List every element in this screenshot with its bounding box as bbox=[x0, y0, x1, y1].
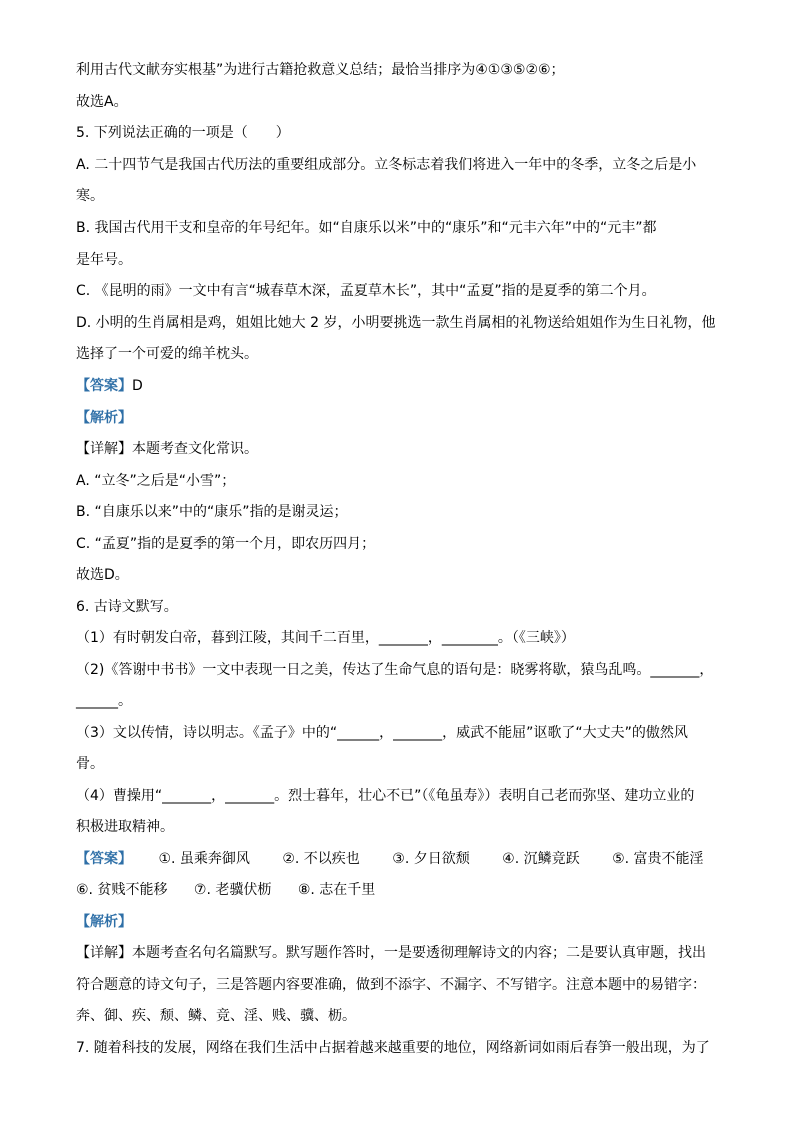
answer-item: ③. 夕日欲颓 bbox=[392, 851, 470, 867]
answer-label: 【答案】 bbox=[76, 378, 132, 394]
question-6-title: 6. 古诗文默写。 bbox=[76, 599, 178, 615]
note-line: 故选D。 bbox=[76, 567, 129, 583]
note-line: B. “自康乐以来”中的“康乐”指的是谢灵运； bbox=[76, 504, 348, 520]
note-line: A. “立冬”之后是“小雪”； bbox=[76, 473, 236, 489]
answer-item: ⑥. 贫贱不能移 bbox=[76, 882, 168, 898]
question-5-title: 5. 下列说法正确的一项是（ ） bbox=[76, 125, 290, 141]
detail-label: 【详解】 bbox=[76, 441, 132, 457]
q6-item: ______。 bbox=[76, 693, 132, 709]
detail-text: 本题考查名句名篇默写。默写题作答时，一是要透彻理解诗文的内容；二是要认真审题，找出 bbox=[132, 945, 706, 961]
q6-answer-row-2 bbox=[76, 880, 375, 900]
q6-item: （1）有时朝发白帝，暮到江陵，其间千二百里，_______，________。（《三峡》） bbox=[76, 630, 575, 646]
option-a: A. 二十四节气是我国古代历法的重要组成部分。立冬标志着我们将进入一年中的冬季，立冬之后是小 bbox=[76, 157, 697, 173]
text-line: 故选A。 bbox=[76, 94, 128, 110]
answer-item: ②. 不以疾也 bbox=[282, 851, 360, 867]
option-b: B. 我国古代用干支和皇帝的年号纪年。如“自康乐以米”中的“康乐”和“元丰六年”中的“元丰”都 bbox=[76, 220, 657, 236]
q6-item: （3）文以传情，诗以明志。《孟子》中的“______，_______，威武不能屈”讴歌了“大丈夫”的傲然风 bbox=[76, 725, 688, 741]
analysis-label: 【解析】 bbox=[76, 410, 132, 426]
answer-row bbox=[76, 376, 143, 396]
q6-analysis-label: 【解析】 bbox=[76, 914, 132, 930]
q6-item: 积极进取精神。 bbox=[76, 819, 174, 835]
answer-item: ①. 虽乘奔御风 bbox=[158, 851, 250, 867]
option-c: C. 《昆明的雨》一文中有言“城春草木深，孟夏草木长”，其中“孟夏”指的是夏季的第二个月。 bbox=[76, 283, 656, 299]
q6-detail-line: 符合题意的诗文句子，三是答题内容要准确，做到不添字、不漏字、不写错字。注意本题中的易错字： bbox=[76, 977, 706, 993]
option-d-cont: 选择了一个可爱的绵羊枕头。 bbox=[76, 346, 258, 362]
detail-row bbox=[76, 439, 258, 459]
q6-item: （2)《答谢中书书》一文中表现一日之美，传达了生命气息的语句是：晓雾将歇，猿鸟乱鸣。_______， bbox=[76, 662, 714, 678]
answer-item: ⑤. 富贵不能淫 bbox=[612, 851, 704, 867]
answer-label: 【答案】 bbox=[76, 851, 132, 867]
q6-item: （4）曹操用“_______，_______。烈士暮年，壮心不已”（《龟虽寿》）表明自己老而弥坚、建功立业的 bbox=[76, 788, 695, 804]
text-line: 利用古代文献夯实根基”为进行古籍抢救意义总结；最恰当排序为④①③⑤②⑥； bbox=[76, 62, 565, 78]
question-7-title: 7. 随着科技的发展，网络在我们生活中占据着越来越重要的地位，网络新词如雨后春笋一般出现，为了 bbox=[76, 1040, 710, 1056]
detail-text: 本题考查文化常识。 bbox=[132, 441, 258, 457]
q6-item: 骨。 bbox=[76, 756, 104, 772]
q6-detail-line: 奔、御、疾、颓、鳞、竞、淫、贱、骥、枥。 bbox=[76, 1008, 356, 1024]
q6-detail-row bbox=[76, 943, 706, 963]
detail-label: 【详解】 bbox=[76, 945, 132, 961]
note-line: C. “孟夏”指的是夏季的第一个月，即农历四月； bbox=[76, 536, 376, 552]
q6-answer-row bbox=[76, 849, 704, 869]
answer-item: ⑧. 志在千里 bbox=[297, 882, 376, 898]
option-b-cont: 是年号。 bbox=[76, 252, 132, 268]
answer-item: ⑦. 老骥伏枥 bbox=[193, 882, 272, 898]
option-d: D. 小明的生肖属相是鸡，姐姐比她大 2 岁，小明要挑选一款生肖属相的礼物送给姐姐作为生日礼物，他 bbox=[76, 315, 716, 331]
option-a-cont: 寒。 bbox=[76, 188, 104, 204]
answer-value: D bbox=[132, 378, 143, 394]
answer-item: ④. 沉鳞竞跃 bbox=[502, 851, 580, 867]
